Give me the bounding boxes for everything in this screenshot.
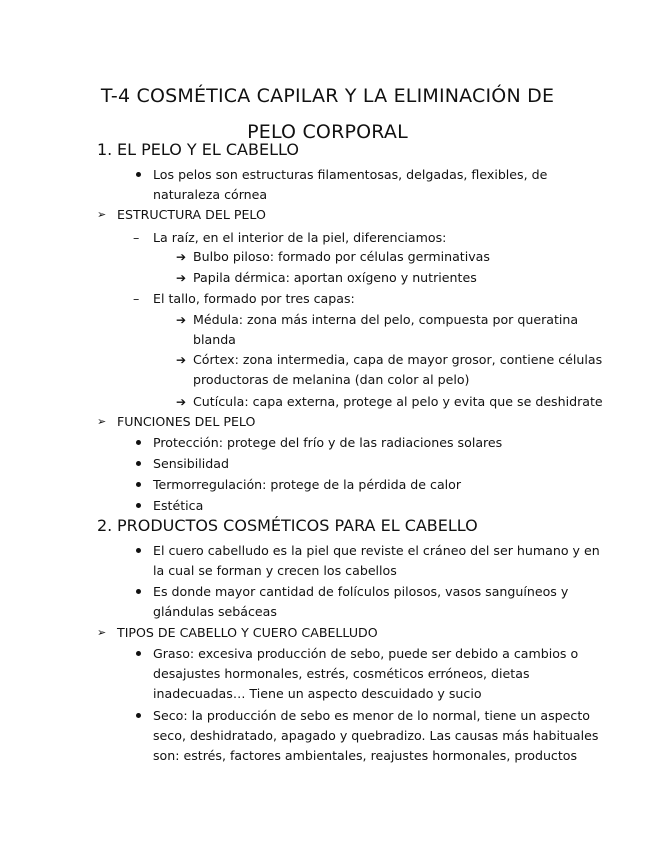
funcion-estetica: Estética: [153, 498, 204, 513]
triangle-marker-icon: ➢: [97, 208, 107, 221]
sec2-bullet-2-line-a: Es donde mayor cantidad de folículos pilosos, vasos sanguíneos y: [153, 584, 569, 599]
title-line-2: PELO CORPORAL: [247, 121, 408, 143]
medula-line-a: Médula: zona más interna del pelo, compuesta por queratina: [193, 312, 579, 327]
bullet-dot: [136, 503, 141, 508]
funcion-proteccion: Protección: protege del frío y de las radiaciones solares: [153, 435, 503, 450]
estructura-heading: ESTRUCTURA DEL PELO: [117, 207, 266, 222]
arrow-marker-icon: ➔: [176, 395, 187, 409]
triangle-marker-icon: ➢: [97, 415, 107, 428]
sec2-bullet-2-line-b: glándulas sebáceas: [153, 604, 277, 619]
funcion-sensibilidad: Sensibilidad: [153, 456, 229, 471]
bullet-dot: [136, 548, 141, 553]
tipos-heading: TIPOS DE CABELLO Y CUERO CABELLUDO: [117, 625, 378, 640]
triangle-marker-icon: ➢: [97, 626, 107, 639]
tallo-line: El tallo, formado por tres capas:: [153, 291, 355, 306]
sec1-bullet-1-line-a: Los pelos son estructuras filamentosas, delgadas, flexibles, de: [153, 167, 548, 182]
sec2-bullet-1-line-a: El cuero cabelludo es la piel que reviste el cráneo del ser humano y en: [153, 543, 600, 558]
section-1-heading: EL PELO Y EL CABELLO: [117, 140, 299, 159]
dash-marker: –: [133, 291, 140, 306]
cuticula-line: Cutícula: capa externa, protege al pelo y evita que se deshidrate: [193, 394, 603, 409]
bulbo-line: Bulbo piloso: formado por células germinativas: [193, 249, 490, 264]
cortex-line-a: Córtex: zona intermedia, capa de mayor grosor, contiene células: [193, 352, 603, 367]
seco-line-c: son: estrés, factores ambientales, reajustes hormonales, productos: [153, 748, 578, 763]
papila-line: Papila dérmica: aportan oxígeno y nutrientes: [193, 270, 477, 285]
graso-line-b: desajustes hormonales, estrés, cosméticos erróneos, dietas: [153, 666, 530, 681]
funciones-heading: FUNCIONES DEL PELO: [117, 414, 256, 429]
arrow-marker-icon: ➔: [176, 271, 187, 285]
title-line-1: T-4 COSMÉTICA CAPILAR Y LA ELIMINACIÓN DE: [100, 85, 555, 107]
section-2-heading: PRODUCTOS COSMÉTICOS PARA EL CABELLO: [117, 516, 478, 535]
seco-line-b: seco, deshidratado, apagado y quebradizo. Las causas más habituales: [153, 728, 599, 743]
sec2-bullet-1-line-b: la cual se forman y crecen los cabellos: [153, 563, 397, 578]
bullet-dot: [136, 440, 141, 445]
sec1-bullet-1-line-b: naturaleza córnea: [153, 187, 268, 202]
medula-line-b: blanda: [193, 332, 236, 347]
section-1-number: 1.: [97, 140, 113, 159]
bullet-dot: [136, 651, 141, 656]
raiz-line: La raíz, en el interior de la piel, diferenciamos:: [153, 230, 447, 245]
graso-line-a: Graso: excesiva producción de sebo, puede ser debido a cambios o: [153, 646, 579, 661]
seco-line-a: Seco: la producción de sebo es menor de lo normal, tiene un aspecto: [153, 708, 590, 723]
arrow-marker-icon: ➔: [176, 353, 187, 367]
bullet-dot: [136, 589, 141, 594]
graso-line-c: inadecuadas… Tiene un aspecto descuidado y sucio: [153, 686, 482, 701]
section-2-number: 2.: [97, 516, 113, 535]
bullet-dot: [136, 713, 141, 718]
arrow-marker-icon: ➔: [176, 313, 187, 327]
cortex-line-b: productoras de melanina (dan color al pelo): [193, 372, 470, 387]
dash-marker: –: [133, 230, 140, 245]
bullet-dot: [136, 172, 141, 177]
bullet-dot: [136, 461, 141, 466]
funcion-termorregulacion: Termorregulación: protege de la pérdida de calor: [153, 477, 462, 492]
arrow-marker-icon: ➔: [176, 250, 187, 264]
bullet-dot: [136, 482, 141, 487]
